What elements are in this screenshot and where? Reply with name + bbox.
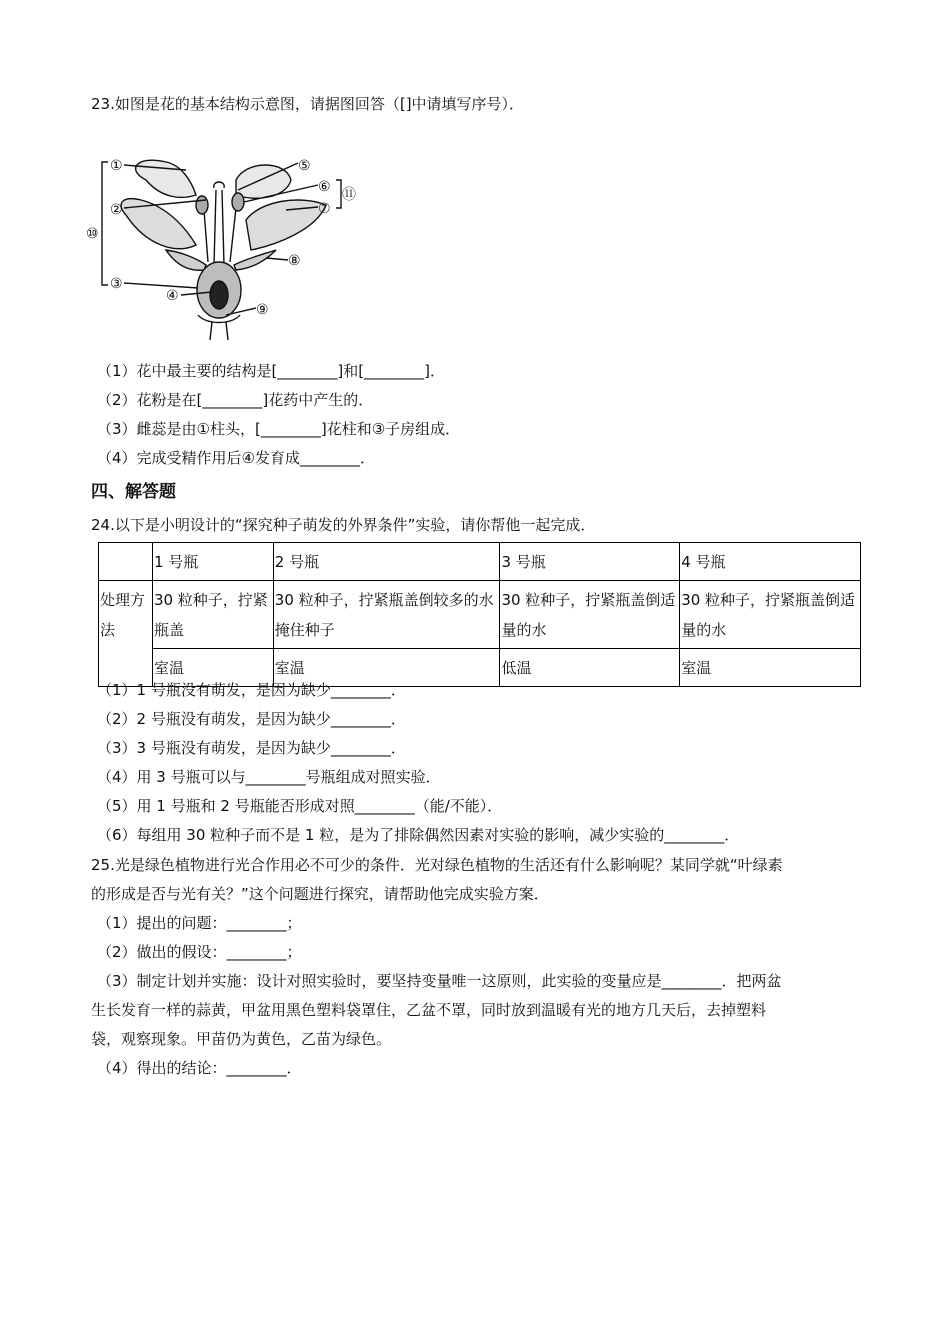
q25-item-3-line-2: 生长发育一样的蒜黄，甲盆用黑色塑料袋罩住，乙盆不罩，同时放到温暖有光的地方几天后，去掉塑料 (91, 1001, 767, 1019)
label-2: ② (110, 202, 123, 218)
table-cell: 低温 (500, 649, 680, 687)
table-cell: 30 粒种子，拧紧瓶盖 (152, 581, 273, 649)
q23-item-2: （2）花粉是在[________]花药中产生的． (97, 391, 374, 409)
q23-item-3: （3）雌蕊是由①柱头，[________]花柱和③子房组成． (97, 420, 461, 438)
table-cell: 1 号瓶 (152, 543, 273, 581)
table-cell: 4 号瓶 (680, 543, 861, 581)
label-7: ⑦ (318, 201, 331, 217)
label-3: ③ (110, 276, 123, 292)
q24-item-5: （5）用 1 号瓶和 2 号瓶能否形成对照________（能/不能）． (97, 797, 503, 815)
table-row-header: 处理方法 (99, 581, 153, 687)
q25-item-1: （1）提出的问题：________； (97, 914, 302, 932)
table-cell: 30 粒种子，拧紧瓶盖倒适量的水 (500, 581, 680, 649)
table-cell: 30 粒种子，拧紧瓶盖倒适量的水 (680, 581, 861, 649)
q24-item-6: （6）每组用 30 粒种子而不是 1 粒，是为了排除偶然因素对实验的影响，减少实验的________． (97, 826, 740, 844)
q24-item-2: （2）2 号瓶没有萌发，是因为缺少________． (97, 710, 406, 728)
label-9: ⑨ (256, 302, 269, 318)
q25-item-3-line-3: 袋，观察现象。甲苗仍为黄色，乙苗为绿色。 (91, 1030, 392, 1048)
label-4: ④ (166, 288, 179, 304)
q25-item-4: （4）得出的结论：________． (97, 1059, 302, 1077)
label-6: ⑥ (318, 179, 331, 195)
table-cell: 30 粒种子，拧紧瓶盖倒较多的水掩住种子 (273, 581, 500, 649)
q23-item-1: （1）花中最主要的结构是[________]和[________]． (97, 362, 445, 380)
q23-stem: 23.如图是花的基本结构示意图，请据图回答（[]中请填写序号）． (91, 95, 525, 113)
q25-item-3-line-1: （3）制定计划并实施：设计对照实验时，要坚持变量唯一这原则，此实验的变量应是________．把两盆 (97, 972, 782, 990)
label-1: ① (110, 158, 123, 174)
flower-structure-diagram (86, 150, 356, 340)
q23-item-4: （4）完成受精作用后④发育成________． (97, 449, 375, 467)
q25-stem-line-1: 25.光是绿色植物进行光合作用必不可少的条件．光对绿色植物的生活还有什么影响呢？某同学就“叶绿素 (91, 856, 783, 874)
q25-stem-line-2: 的形成是否与光有关？”这个问题进行探究，请帮助他完成实验方案． (91, 885, 549, 903)
table-cell: 室温 (680, 649, 861, 687)
table-row (99, 581, 861, 649)
q25-item-2: （2）做出的假设：________； (97, 943, 302, 961)
table-row (99, 543, 861, 581)
section-heading: 四、解答题 (91, 482, 176, 502)
label-10: ⑩ (86, 226, 99, 242)
table-cell: 3 号瓶 (500, 543, 680, 581)
label-8: ⑧ (288, 253, 301, 269)
label-5: ⑤ (298, 158, 311, 174)
q24-stem: 24.以下是小明设计的“探究种子萌发的外界条件”实验，请你帮他一起完成． (91, 516, 596, 534)
label-11: ⑪ (342, 187, 356, 203)
experiment-table (98, 542, 861, 687)
table-cell: 2 号瓶 (273, 543, 500, 581)
q24-item-1: （1）1 号瓶没有萌发，是因为缺少________． (97, 681, 406, 699)
q24-item-4: （4）用 3 号瓶可以与________号瓶组成对照实验． (97, 768, 441, 786)
table-cell (99, 543, 153, 581)
table-cell: 室温 (152, 649, 273, 687)
table-cell: 室温 (273, 649, 500, 687)
q24-item-3: （3）3 号瓶没有萌发，是因为缺少________． (97, 739, 406, 757)
